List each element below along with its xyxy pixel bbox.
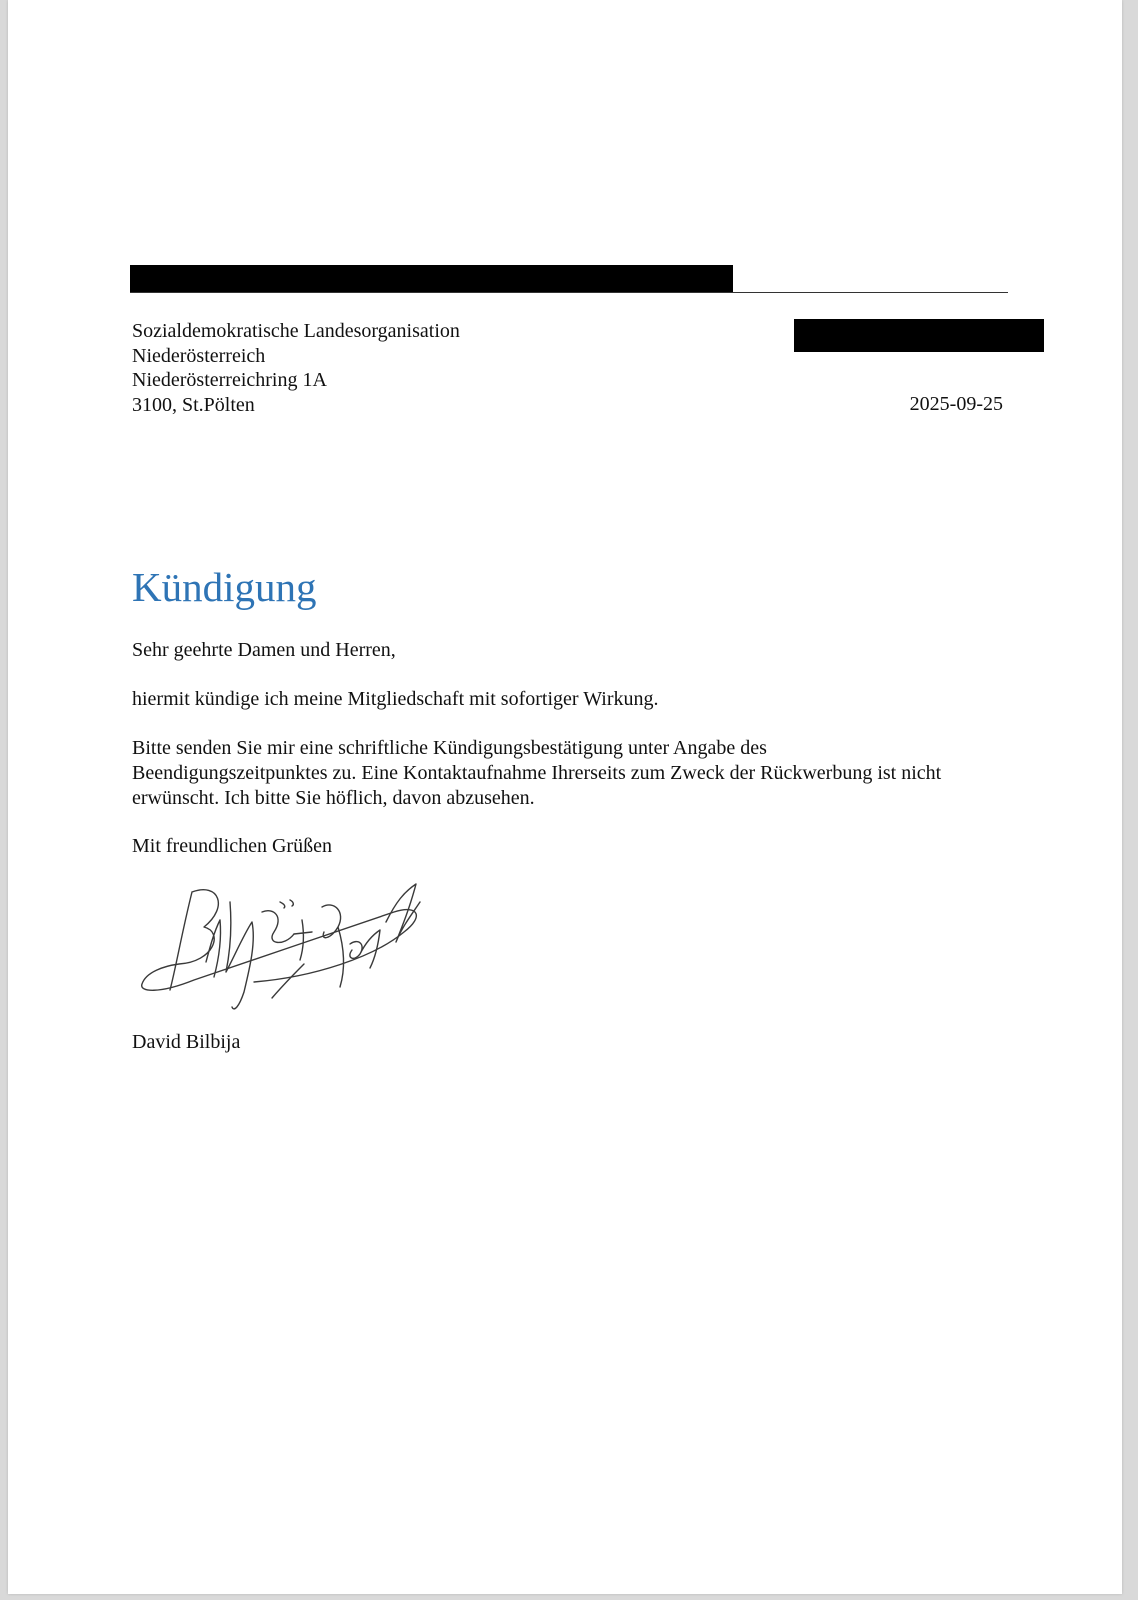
salutation: Sehr geehrte Damen und Herren, bbox=[132, 639, 396, 661]
recipient-line: Niederösterreichring 1A bbox=[132, 369, 327, 391]
recipient-line: Sozialdemokratische Landesorganisation bbox=[132, 320, 460, 342]
body-paragraph-2-line: erwünscht. Ich bitte Sie höflich, davon abzusehen. bbox=[132, 787, 535, 809]
closing: Mit freundlichen Grüßen bbox=[132, 835, 332, 857]
recipient-line: 3100, St.Pölten bbox=[132, 393, 255, 416]
letter-page bbox=[8, 0, 1122, 1594]
recipient-address bbox=[132, 319, 460, 417]
body-paragraph-1: hiermit kündige ich meine Mitgliedschaft mit sofortiger Wirkung. bbox=[132, 688, 659, 710]
letter-title: Kündigung bbox=[132, 564, 317, 610]
body-paragraph-2 bbox=[132, 736, 1012, 811]
letter-date: 2025-09-25 bbox=[909, 393, 1003, 415]
handwritten-signature bbox=[134, 872, 444, 1022]
redacted-sender-block bbox=[794, 319, 1044, 352]
redacted-sender-header bbox=[130, 265, 733, 292]
body-paragraph-2-line: Beendigungszeitpunktes zu. Eine Kontaktaufnahme Ihrerseits zum Zweck der Rückwerbung ist nicht bbox=[132, 762, 942, 784]
body-paragraph-2-line: Bitte senden Sie mir eine schriftliche Kündigungsbestätigung unter Angabe des bbox=[132, 737, 767, 759]
signer-name: David Bilbija bbox=[132, 1031, 241, 1053]
header-rule bbox=[130, 292, 1008, 293]
recipient-line: Niederösterreich bbox=[132, 344, 266, 367]
